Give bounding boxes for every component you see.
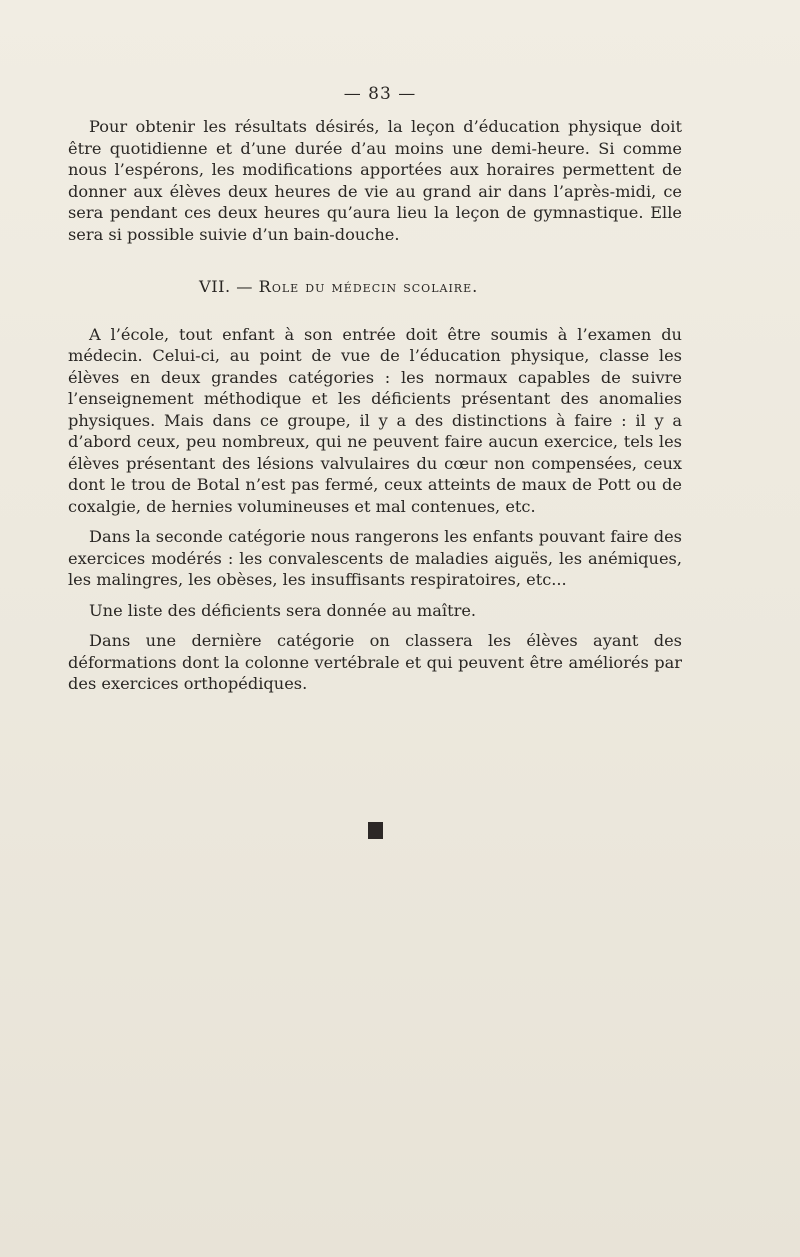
- paragraph: Dans une dernière catégorie on classera les élèves ayant des déformations dont la colonne vertébrale et qui peuvent être améliorés par des exercices orthopédiques.: [68, 631, 682, 693]
- page-body: [68, 116, 682, 695]
- paragraph: Dans la seconde catégorie nous rangerons les enfants pouvant faire des exercices modérés : les convalescents de maladies aiguës, les anémiques, les malingres, les obèses, les insuffisants respiratoires, etc...: [68, 527, 682, 589]
- paragraph: A l’école, tout enfant à son entrée doit être soumis à l’examen du médecin. Celui-ci, au point de vue de l’éducation physique, classe les élèves en deux grandes catégories : les normaux capables de suivre l’enseignement méthodique et les déficients présentant des anomalies physiques. Mais dans ce groupe, il y a des distinctions à faire : il y a d’abord ceux, peu nombreux, qui ne peuvent faire aucun exercice, tels les élèves présentant des lésions valvulaires du cœur non compensées, ceux dont le trou de Botal n’est pas fermé, ceux atteints de maux de Pott ou de coxalgie, de hernies volumineuses et mal contenues, etc.: [68, 324, 682, 516]
- printer-mark: [368, 822, 383, 839]
- page-number: — 83 —: [343, 84, 417, 104]
- paragraph: Une liste des déficients sera donnée au maître.: [89, 600, 477, 620]
- section-number: VII. —: [199, 277, 253, 296]
- section-title: Role du médecin scolaire.: [258, 277, 479, 296]
- section-heading: [68, 276, 682, 298]
- paragraph: Pour obtenir les résultats désirés, la leçon d’éducation physique doit être quotidienne et d’une durée d’au moins une demi-heure. Si comme nous l’espérons, les modifications apportées aux horaires permettent de donner aux élèves deux heures de vie au grand air dans l’après-midi, ce sera pendant ces deux heures qu’aura lieu la leçon de gymnastique. Elle sera si possible suivie d’un bain-douche.: [68, 117, 682, 244]
